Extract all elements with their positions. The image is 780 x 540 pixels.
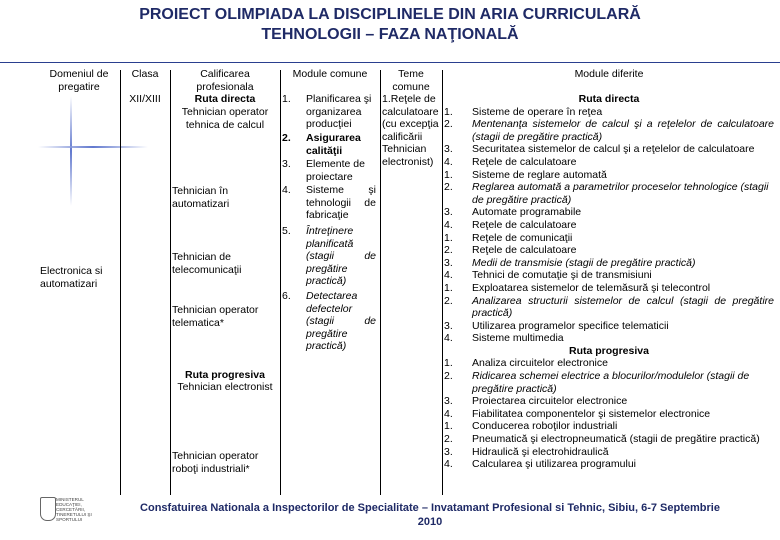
diff-module-item	[444, 181, 774, 206]
class-value: XII/XIII	[129, 93, 161, 105]
diff-module-item	[444, 257, 774, 270]
diff-module-number: 4.	[444, 269, 453, 282]
diff-module-text: Mentenanţa sistemelor de calcul şi a reţelelor de calculatoare (stagii de pregătire practică)	[472, 118, 774, 143]
diff-module-number: 4.	[444, 458, 453, 471]
diff-module-number: 4.	[444, 407, 453, 420]
decorative-glow-vertical	[70, 96, 72, 206]
common-module-3-line: proiectare	[306, 170, 353, 183]
diff-module-text: Automate programabile	[472, 206, 582, 219]
ministry-logo	[40, 497, 100, 537]
common-module-5	[306, 225, 376, 288]
diff-module-item	[444, 143, 774, 156]
teme-line: 1.Reţele de	[382, 93, 436, 105]
diff-module-number: 3.	[444, 256, 453, 269]
diff-module-text: Reglarea automată a parametrilor proceselor tehnologice (stagii de pregătire practică)	[472, 181, 769, 206]
diff-module-item	[444, 156, 774, 169]
footer-line2: 2010	[417, 516, 443, 528]
diff-module-item	[444, 420, 774, 433]
common-module-5-line: pregătire	[306, 262, 348, 275]
decorative-glow-horizontal	[38, 146, 148, 148]
diff-module-number: 2.	[444, 118, 453, 131]
diff-module-item	[444, 244, 774, 257]
teme-line: (cu excepţia	[382, 118, 439, 131]
diff-module-text: Analizarea structurii sistemelor de calcul (stagii de pregătire practică)	[472, 294, 774, 320]
common-module-4-line: fabricaţie	[306, 209, 349, 222]
diff-module-item	[444, 232, 774, 245]
diff-module-number: 1.	[444, 168, 453, 181]
ruta-progresiva-label: Ruta progresiva	[185, 369, 265, 381]
diff-module-text: Fiabilitatea componentelor şi sistemelor electronice	[472, 407, 711, 420]
column-divider	[280, 70, 281, 495]
column-divider	[442, 70, 443, 495]
diff-module-text: Utilizarea programelor specifice telematicii	[472, 319, 669, 332]
diff-module-item	[444, 282, 774, 295]
common-module-number: 5.	[282, 225, 291, 237]
diff-module-text: Hidraulică şi electrohidraulică	[472, 445, 609, 458]
common-module-2-line: Asigurarea	[306, 132, 361, 144]
qualification-2: Tehnician în automatizari	[172, 185, 230, 210]
diff-module-text: Tehnici de comutaţie şi de transmisiuni	[472, 269, 652, 282]
diff-module-number: 2.	[444, 370, 453, 383]
common-module-5-line: (stagii de	[306, 250, 376, 263]
diff-module-number: 3.	[444, 445, 453, 458]
diff-module-item	[444, 370, 774, 395]
common-module-5-line: Întreţinere	[306, 225, 354, 237]
diff-module-text: Pneumatică şi electropneumatică (stagii de pregătire practică)	[472, 433, 760, 446]
diff-module-text: Sisteme de operare în reţea	[472, 105, 603, 118]
diff-module-text: Sisteme de reglare automată	[472, 168, 607, 181]
teme-line: electronist)	[382, 155, 434, 168]
diff-module-number: 2.	[444, 433, 453, 446]
header-clasa: Clasa	[131, 68, 159, 80]
diff-module-text: Reţele de calculatoare	[472, 155, 577, 168]
diff-module-item	[444, 169, 774, 182]
common-module-number: 3.	[282, 158, 291, 170]
diff-module-item	[444, 458, 774, 471]
diff-module-item	[444, 332, 774, 345]
qualification-6: Tehnician operator roboţi industriali*	[172, 450, 259, 475]
diff-module-item	[444, 395, 774, 408]
common-module-4	[306, 184, 376, 222]
qualification-1: Tehnician operator tehnica de calcul	[181, 106, 269, 131]
common-module-4-line: tehnologii de	[306, 196, 376, 209]
diff-module-text: Analiza circuitelor electronice	[472, 357, 608, 370]
diff-module-number: 4.	[444, 332, 453, 345]
common-module-4-line: Sisteme şi	[306, 184, 376, 196]
column-divider	[120, 70, 121, 495]
diff-module-number: 2.	[444, 181, 453, 194]
footer-line1: Consfatuirea Nationala a Inspectorilor de Specialitate – Invatamant Profesional si Tehnic, Sibiu, 6-7 Septembrie	[140, 502, 720, 514]
diff-module-text: Medii de transmisie (stagii de pregătire practică)	[472, 256, 696, 269]
diff-module-number: 4.	[444, 155, 453, 168]
qualification-4: Tehnician operator telematica*	[172, 304, 259, 329]
qualification-3: Tehnician de telecomunicaţii	[172, 251, 242, 276]
qualification-5: Tehnician electronist	[177, 381, 273, 393]
common-module-1-line: organizarea	[306, 105, 362, 118]
column-divider	[170, 70, 171, 495]
diff-module-number: 3.	[444, 319, 453, 332]
diff-module-number: 1.	[444, 281, 453, 294]
diff-module-item	[444, 320, 774, 333]
crest-icon	[40, 497, 56, 521]
common-module-2-line: calităţii	[306, 144, 343, 157]
common-module-1-line: Planificarea şi	[306, 93, 372, 105]
diff-module-number: 1.	[444, 420, 453, 433]
common-module-number: 1.	[282, 93, 291, 105]
teme-line: calculatoare	[382, 105, 439, 118]
diff-module-text: Proiectarea circuitelor electronice	[472, 395, 628, 408]
diff-module-item	[444, 295, 774, 320]
common-module-number: 2.	[282, 132, 291, 144]
diff-module-item	[444, 446, 774, 459]
common-module-6-line: practică)	[306, 340, 347, 353]
header-calificarea: Calificarea profesionala	[196, 68, 254, 93]
header-module-diferite: Module diferite	[574, 68, 644, 80]
diff-module-number: 1.	[444, 231, 453, 244]
teme-line: calificării	[382, 130, 423, 143]
diff-module-text: Securitatea sistemelor de calcul şi a reţelelor de calculatoare	[472, 143, 755, 156]
diff-module-text: Conducerea roboţilor industriali	[472, 420, 618, 433]
common-module-5-line: practică)	[306, 275, 347, 288]
diff-module-item	[444, 408, 774, 421]
diff-module-item	[444, 433, 774, 446]
common-module-1-line: producţiei	[306, 118, 352, 131]
ruta-directa-label: Ruta directa	[194, 93, 256, 105]
diff-module-text: Sisteme multimedia	[472, 332, 564, 345]
common-module-number: 4.	[282, 184, 291, 196]
diff-module-number: 2.	[444, 244, 453, 257]
diff-module-item	[444, 219, 774, 232]
common-module-3-line: Elemente de	[306, 158, 365, 170]
diff-module-text: Calcularea şi utilizarea programului	[472, 458, 636, 471]
diff-module-number: 1.	[444, 105, 453, 118]
diff-module-item	[444, 269, 774, 282]
diff-module-item	[444, 206, 774, 219]
common-module-6-line: pregătire	[306, 327, 348, 340]
module-diferite-column	[444, 93, 774, 471]
diff-ruta-progresiva-label: Ruta progresiva	[569, 344, 649, 357]
diff-module-number: 4.	[444, 218, 453, 231]
common-module-number: 6.	[282, 290, 291, 302]
diff-module-number: 1.	[444, 357, 453, 370]
page-title-line1: PROIECT OLIMPIADA LA DISCIPLINELE DIN ARIA CURRICULARĂ	[139, 6, 641, 23]
diff-module-item	[444, 106, 774, 119]
diff-module-number: 3.	[444, 206, 453, 219]
diff-module-text: Reţele de calculatoare	[472, 244, 577, 257]
diff-module-number: 3.	[444, 143, 453, 156]
diff-module-text: Reţele de comunicaţii	[472, 231, 573, 244]
header-teme-comune: Teme comune	[392, 68, 430, 93]
diff-module-text: Ridicarea schemei electrice a blocurilor/modulelor (stagii de pregătire practică)	[472, 370, 750, 395]
common-module-6-line: (stagii de	[306, 315, 376, 328]
common-module-6-line: defectelor	[306, 302, 353, 315]
common-module-6-line: Detectarea	[306, 290, 358, 302]
ministry-logo-text: MINISTERUL EDUCAŢIEI, CERCETĂRII, TINERETULUI ŞI SPORTULUI	[56, 497, 92, 522]
footer	[100, 501, 760, 529]
diff-module-text: Reţele de calculatoare	[472, 218, 577, 231]
teme-comune-list	[382, 93, 442, 169]
diff-module-text: Exploatarea sistemelor de telemăsură şi telecontrol	[472, 281, 711, 294]
page-title-line2: TEHNOLOGII – FAZA NAŢIONALĂ	[261, 26, 519, 43]
common-module-6	[306, 290, 376, 353]
diff-module-item	[444, 357, 774, 370]
header-module-comune: Module comune	[292, 68, 368, 80]
header-domeniu: Domeniul de pregatire	[49, 68, 109, 93]
diff-ruta-directa-label: Ruta directa	[578, 93, 640, 105]
title-underline	[0, 62, 780, 63]
domain-name: Electronica si automatizari	[40, 265, 103, 290]
teme-line: Tehnician	[382, 143, 427, 156]
diff-module-number: 2.	[444, 294, 453, 307]
diff-module-item	[444, 118, 774, 143]
diff-module-number: 3.	[444, 395, 453, 408]
common-module-5-line: planificată	[306, 237, 354, 250]
